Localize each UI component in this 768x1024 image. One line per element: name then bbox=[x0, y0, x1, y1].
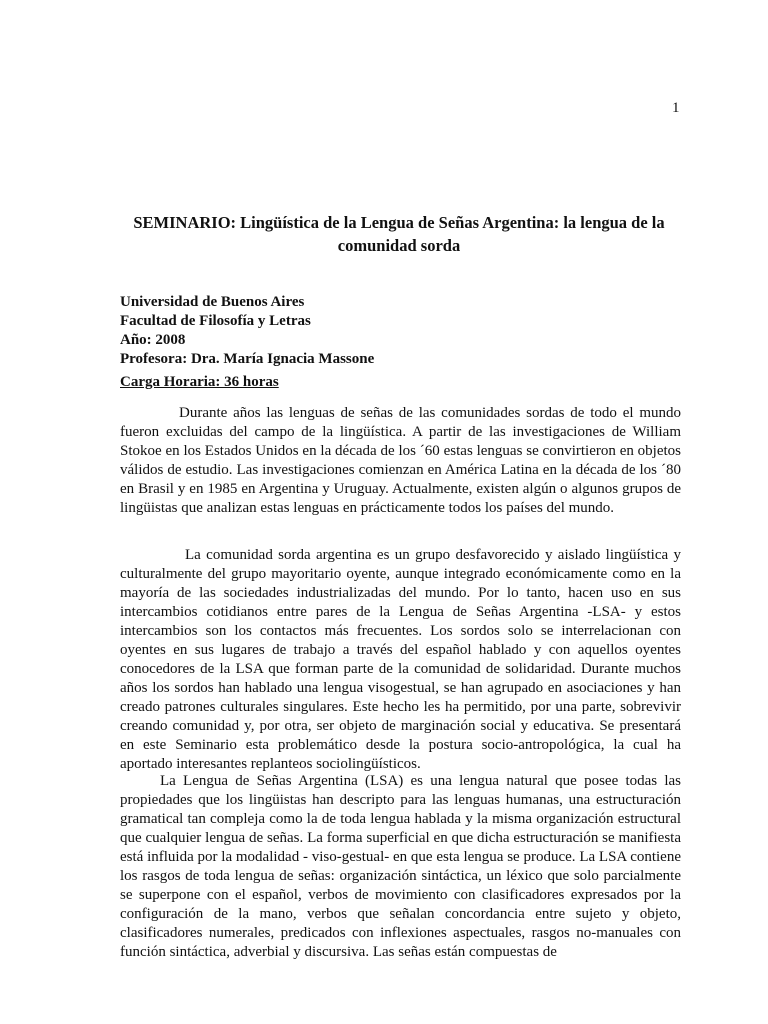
faculty-line: Facultad de Filosofía y Letras bbox=[120, 313, 311, 329]
paragraph-community: La comunidad sorda argentina es un grupo desfavorecido y aislado lingüística y culturalmente del grupo mayoritario oyente, aunque integrado económicamente como en la mayoría de las sociedades industrializadas del mundo. Por lo tanto, hacen uso en sus intercambios cotidianos entre pares de la Lengua de Señas Argentina -LSA- y estos intercambios son los contactos más frecuentes. Los sordos solo se interrelacionan con oyentes en sus lugares de trabajo a través del español hablado y con aquellos oyentes conocedores de la LSA que forman parte de la comunidad de solidaridad. Durante muchos años los sordos han hablado una lengua visogestual, se han agrupado en asociaciones y han creado patrones culturales singulares. Este hecho les ha permitido, por una parte, sobrevivir creando comunidad y, por otra, ser objeto de marginación social y educativa. Se presentará en este Seminario esta problemático desde la postura socio-antropológica, la cual ha aportado interesantes replanteos sociolingüísticos. bbox=[120, 547, 681, 772]
course-hours: Carga Horaria: 36 horas bbox=[120, 374, 279, 390]
university-line: Universidad de Buenos Aires bbox=[120, 294, 305, 310]
paragraph-history: Durante años las lenguas de señas de las comunidades sordas de todo el mundo fueron excluidas del campo de la lingüística. A partir de las investigaciones de William Stokoe en los Estados Unidos en la década de los ´60 estas lenguas se convirtieron en objetos válidos de estudio. Las investigaciones comienzan en América Latina en la década de los ´80 en Brasil y en 1985 en Argentina y Uruguay. Actualmente, existen algún o algunos grupos de lingüistas que analizan estas lenguas en prácticamente todos los países del mundo. bbox=[120, 405, 681, 516]
paragraph-lsa: La Lengua de Señas Argentina (LSA) es una lengua natural que posee todas las propiedades que los lingüistas han descripto para las lenguas humanas, una estructuración gramatical tan compleja como la de toda lengua hablada y la misma organización estructural que cualquier lengua de señas. La forma superficial en que dicha estructuración se manifiesta está influida por la modalidad - viso-gestual- en que esta lengua se produce. La LSA contiene los rasgos de toda lengua de señas: organización sintáctica, un léxico que solo parcialmente se superpone con el español, verbos de movimiento con clasificadores expresados por la configuración de la mano, verbos que señalan concordancia entre sujeto y objeto, clasificadores numerales, predicados con inflexiones aspectuales, rasgos no-manuales con función sintáctica, adverbial y discursiva. Las señas están compuestas de bbox=[120, 773, 681, 960]
professor-line: Profesora: Dra. María Ignacia Massone bbox=[120, 351, 375, 367]
document-title: SEMINARIO: Lingüística de la Lengua de Señas Argentina: la lengua de la comunidad sorda bbox=[133, 213, 665, 255]
page-number: 1 bbox=[672, 100, 680, 116]
year-line: Año: 2008 bbox=[120, 332, 186, 348]
course-info bbox=[120, 293, 680, 369]
